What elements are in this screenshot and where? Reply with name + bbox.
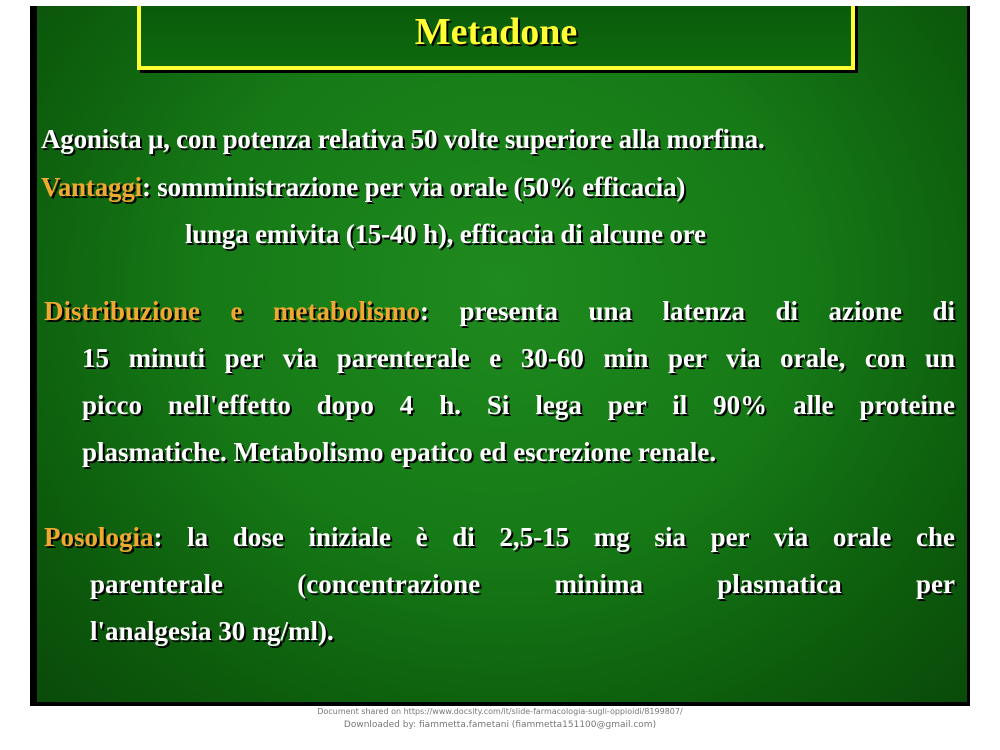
distribuzione-row-3: picco nell'effetto dopo 4 h. Si lega per il 90% alle proteine <box>82 390 955 420</box>
vantaggi-line-2: lunga emivita (15-40 h), efficacia di alcune ore <box>185 219 706 249</box>
posologia-paragraph-cont <box>90 569 955 663</box>
distribuzione-row-1 <box>44 296 955 343</box>
posologia-paragraph <box>44 522 955 569</box>
posologia-label: Posologia <box>44 522 154 552</box>
agonista-line: Agonista μ, con potenza relativa 50 volte superiore alla morfina. <box>41 124 765 154</box>
distribuzione-paragraph-cont <box>82 343 955 484</box>
vantaggi-line <box>41 172 685 203</box>
footer-shared-link: Document shared on https://www.docsity.com/it/slide-farmacologia-sugli-oppioidi/8199807/ <box>317 707 683 716</box>
distribuzione-paragraph <box>44 296 955 343</box>
title-box <box>137 6 855 70</box>
distribuzione-row-4: plasmatiche. Metabolismo epatico ed escrezione renale. <box>82 437 717 467</box>
posologia-row-1 <box>44 522 955 569</box>
distribuzione-label: Distribuzione e metabolismo <box>44 296 420 326</box>
footer-downloaded-by: Downloaded by: fiammetta.fametani (fiammetta151100@gmail.com) <box>343 720 657 730</box>
slide-title: Metadone <box>414 11 578 53</box>
posologia-row-2: parenterale (concentrazione minima plasmatica per <box>90 569 955 599</box>
posologia-text-1: : la dose iniziale è di 2,5-15 mg sia per via orale che <box>153 522 955 552</box>
vantaggi-label: Vantaggi <box>41 172 142 202</box>
distribuzione-row-2: 15 minuti per via parenterale e 30-60 min per via orale, con un <box>82 343 955 373</box>
slide <box>37 6 967 702</box>
distribuzione-text-1: : presenta una latenza di azione di <box>419 296 955 326</box>
vantaggi-text-1: : somministrazione per via orale (50% efficacia) <box>141 172 686 202</box>
posologia-row-3: l'analgesia 30 ng/ml). <box>90 616 334 646</box>
